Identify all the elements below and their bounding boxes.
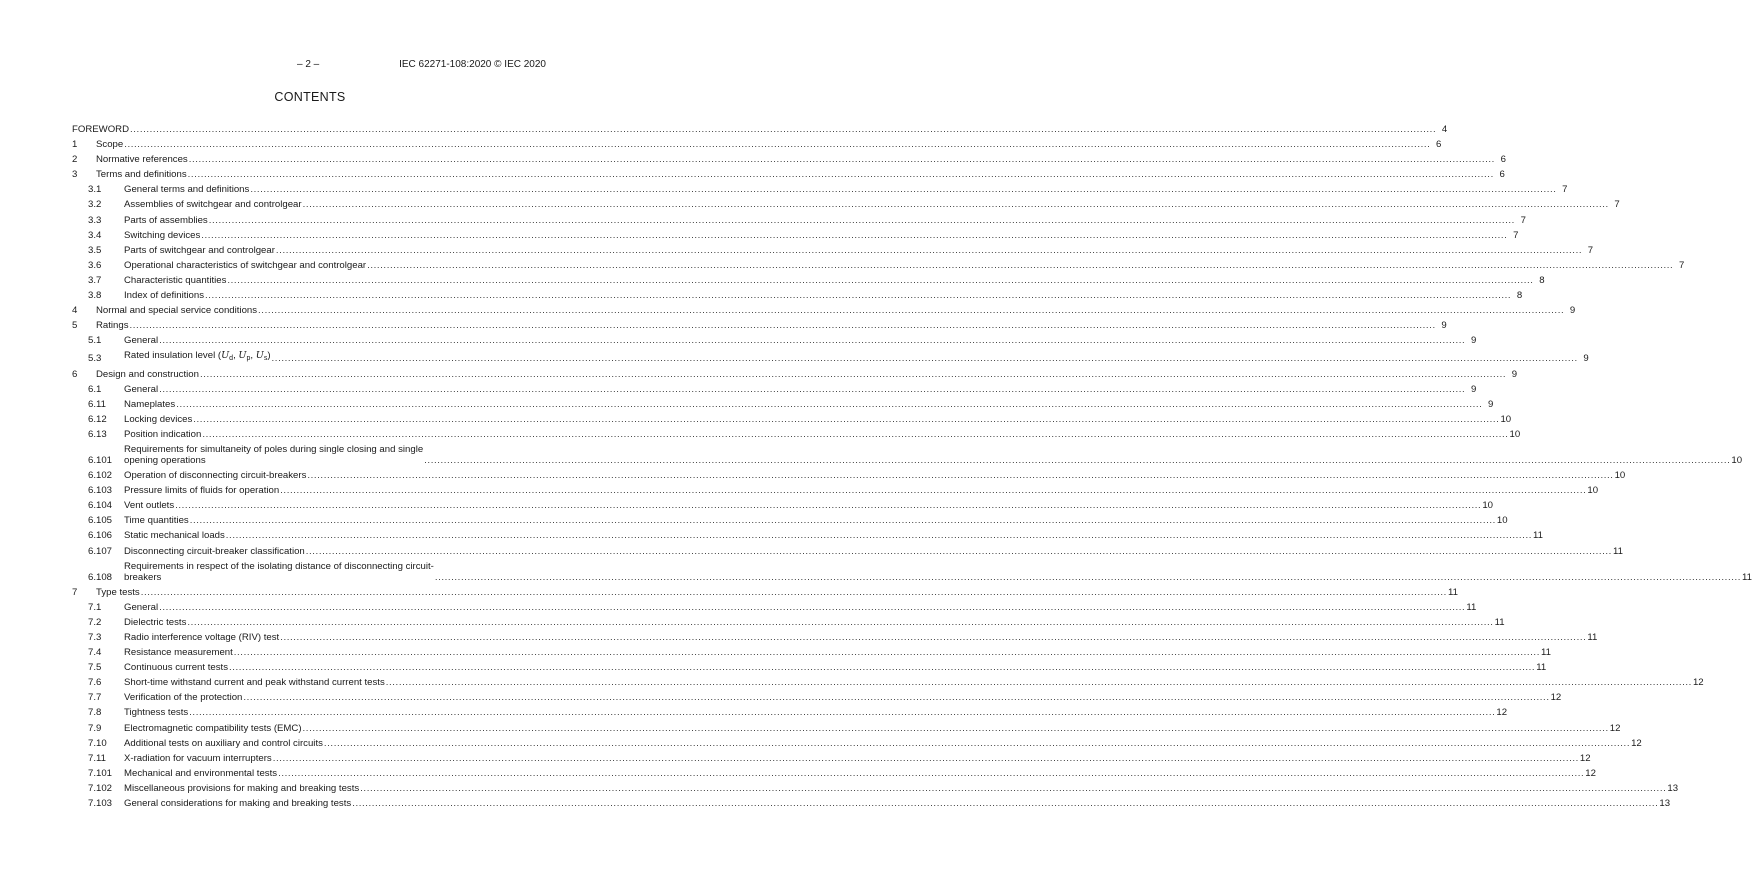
- toc-entry[interactable]: [72, 290, 1523, 302]
- toc-entry-page: 7: [1513, 229, 1519, 241]
- toc-entry-title: Ratings: [96, 320, 129, 332]
- toc-entry-number: 7: [72, 586, 78, 598]
- toc-entry-number: 6.107: [88, 545, 113, 557]
- dot-leader: ................................................................................................................................................................................................................................................................................................................................................................................................................: [227, 274, 1534, 286]
- dot-leader: ................................................................................................................................................................................................................................................................................................................................................................................................................: [258, 305, 1565, 317]
- toc-entry-page: 9: [1488, 398, 1494, 410]
- toc-entry[interactable]: [72, 632, 1598, 643]
- dot-leader: ................................................................................................................................................................................................................................................................................................................................................................................................................: [424, 454, 1731, 466]
- toc-entry-number: 7.11: [88, 752, 106, 764]
- toc-entry-page: 11: [1742, 571, 1752, 583]
- toc-entry-title: Mechanical and environmental tests: [124, 767, 278, 779]
- toc-entry-title: Parts of switchgear and controlgear: [124, 244, 275, 256]
- toc-entry-page: 9: [1470, 383, 1477, 395]
- toc-entry[interactable]: [72, 184, 1568, 196]
- toc-entry-title: Vent outlets: [124, 500, 175, 512]
- toc-entry-page: 7: [1520, 214, 1526, 226]
- toc-entry-page: 9: [1441, 320, 1447, 332]
- dot-leader: ................................................................................................................................................................................................................................................................................................................................................................................................................: [199, 368, 1507, 380]
- toc-entry-title: Requirements in respect of the isolating distance of disconnecting circuit- breakers: [124, 560, 434, 583]
- dot-leader: ................................................................................................................................................................................................................................................................................................................................................................................................................: [202, 428, 1509, 440]
- toc-entry-number: 7.101: [88, 767, 113, 779]
- toc-entry[interactable]: [72, 383, 1477, 395]
- toc-entry-title: Static mechanical loads: [124, 530, 225, 542]
- toc-entry-title: FOREWORD: [72, 124, 130, 135]
- toc-entry-number: 3.2: [88, 199, 102, 211]
- toc-entry[interactable]: [72, 305, 1576, 317]
- toc-entry-number: 3.1: [88, 184, 102, 196]
- toc-entry-page: 11: [1533, 530, 1543, 542]
- toc-entry[interactable]: [72, 413, 1512, 425]
- toc-entry[interactable]: [72, 601, 1477, 613]
- toc-entry-title: Assemblies of switchgear and controlgear: [124, 199, 302, 211]
- toc-entry-number: 6.1: [88, 383, 102, 395]
- dot-leader: ................................................................................................................................................................................................................................................................................................................................................................................................................: [233, 647, 1540, 659]
- toc-entry[interactable]: [72, 259, 1685, 271]
- toc-entry-title: Parts of assemblies: [124, 214, 208, 226]
- toc-entry-title: Characteristic quantities: [124, 274, 227, 286]
- toc-entry-page: 11: [1541, 647, 1551, 659]
- toc-entry[interactable]: [72, 199, 1620, 211]
- toc-entry-page: 11: [1447, 586, 1458, 598]
- toc-entry-page: 11: [1494, 616, 1505, 628]
- toc-entry[interactable]: [72, 707, 1508, 719]
- toc-entry[interactable]: [72, 752, 1591, 764]
- toc-entry[interactable]: [72, 662, 1547, 674]
- toc-entry-title: Terms and definitions: [96, 169, 187, 181]
- toc-entry-number: 5.1: [88, 335, 102, 347]
- toc-entry-title: Operational characteristics of switchgear and controlgear: [124, 259, 367, 271]
- toc-entry-page: 7: [1562, 184, 1568, 196]
- dot-leader: ................................................................................................................................................................................................................................................................................................................................................................................................................: [280, 485, 1587, 497]
- dot-leader: ................................................................................................................................................................................................................................................................................................................................................................................................................: [187, 616, 1494, 628]
- toc-entry-page: 12: [1692, 677, 1704, 689]
- toc-entry-title: Resistance measurement: [124, 647, 233, 659]
- dot-leader: ................................................................................................................................................................................................................................................................................................................................................................................................................: [305, 545, 1612, 557]
- toc-entry-page: 11: [1612, 545, 1623, 557]
- toc-entry-title: Continuous current tests: [124, 662, 228, 674]
- toc-entry-title: Short-time withstand current and peak withstand current tests: [124, 677, 385, 689]
- toc-entry-number: 5.3: [88, 353, 102, 365]
- toc-entry-title: Type tests: [96, 586, 140, 598]
- toc-entry-page: 10: [1731, 454, 1743, 466]
- toc-entry-title: Additional tests on auxiliary and control circuits: [124, 737, 323, 749]
- toc-entry-page: 12: [1496, 707, 1508, 719]
- toc-entry-page: 12: [1609, 722, 1621, 734]
- toc-entry[interactable]: [72, 616, 1505, 628]
- dot-leader: ................................................................................................................................................................................................................................................................................................................................................................................................................: [280, 632, 1587, 643]
- toc-entry-number: 6.106: [88, 530, 113, 542]
- toc-entry-title: General terms and definitions: [124, 184, 250, 196]
- toc-entry-number: 3.6: [88, 259, 102, 271]
- toc-entry-number: 4: [72, 305, 78, 317]
- dot-leader: ................................................................................................................................................................................................................................................................................................................................................................................................................: [323, 737, 1631, 749]
- toc-entry-number: 7.6: [88, 677, 102, 689]
- toc-entry-title: Switching devices: [124, 229, 201, 241]
- dot-leader: ................................................................................................................................................................................................................................................................................................................................................................................................................: [205, 290, 1512, 302]
- dot-leader: ................................................................................................................................................................................................................................................................................................................................................................................................................: [225, 530, 1532, 542]
- toc-entry-title: Position indication: [124, 428, 202, 440]
- toc-entry-number: 6.104: [88, 500, 113, 512]
- toc-entry-number: 2: [72, 154, 78, 166]
- toc-entry[interactable]: [72, 470, 1626, 482]
- dot-leader: ................................................................................................................................................................................................................................................................................................................................................................................................................: [250, 184, 1557, 196]
- toc-entry-page: 6: [1500, 154, 1506, 166]
- toc-entry-page: 13: [1667, 782, 1679, 794]
- toc-entry-number: 6.103: [88, 485, 113, 497]
- toc-entry-number: 7.7: [88, 692, 102, 704]
- toc-entry[interactable]: [72, 485, 1599, 497]
- toc-entry[interactable]: [72, 274, 1545, 286]
- toc-entry-page: 11: [1587, 632, 1598, 643]
- dot-leader: ................................................................................................................................................................................................................................................................................................................................................................................................................: [159, 335, 1466, 347]
- toc-entry-number: 3.7: [88, 274, 102, 286]
- toc-entry-number: 7.2: [88, 616, 102, 628]
- dot-leader: ................................................................................................................................................................................................................................................................................................................................................................................................................: [307, 470, 1614, 482]
- toc-entry-page: 7: [1678, 259, 1685, 271]
- toc-entry-number: 6.12: [88, 413, 107, 425]
- toc-entry[interactable]: [72, 560, 1752, 583]
- toc-entry-title: Locking devices: [124, 413, 193, 425]
- dot-leader: ................................................................................................................................................................................................................................................................................................................................................................................................................: [201, 229, 1508, 241]
- toc-entry-title: Normative references: [96, 154, 188, 166]
- toc-entry-number: 7.3: [88, 632, 102, 643]
- toc-entry-page: 4: [1441, 124, 1448, 135]
- toc-entry-number: 3.3: [88, 214, 102, 226]
- toc-entry[interactable]: [72, 398, 1494, 410]
- toc-entry[interactable]: [72, 350, 1589, 365]
- toc-entry-number: 5: [72, 320, 78, 332]
- contents-title: CONTENTS: [274, 90, 346, 104]
- toc-entry-number: 3: [72, 169, 78, 181]
- toc-entry-title: General: [124, 335, 159, 347]
- toc-entry-number: 6.11: [88, 398, 106, 410]
- toc-entry-number: 1: [72, 139, 78, 151]
- toc-entry-title: Design and construction: [96, 368, 199, 380]
- toc-entry-page: 10: [1482, 500, 1493, 512]
- toc-entry-title: General: [124, 383, 159, 395]
- toc-entry[interactable]: [72, 443, 1743, 466]
- toc-entry-number: 7.5: [88, 662, 102, 674]
- document-reference: IEC 62271-108:2020 © IEC 2020: [399, 59, 546, 70]
- toc-entry-page: 7: [1614, 199, 1620, 211]
- dot-leader: ................................................................................................................................................................................................................................................................................................................................................................................................................: [129, 320, 1436, 332]
- toc-entry-page: 12: [1585, 767, 1596, 779]
- toc-entry[interactable]: [72, 530, 1543, 542]
- dot-leader: ................................................................................................................................................................................................................................................................................................................................................................................................................: [188, 154, 1495, 166]
- dot-leader: ................................................................................................................................................................................................................................................................................................................................................................................................................: [159, 601, 1466, 613]
- toc-entry-number: 3.8: [88, 290, 102, 302]
- toc-entry[interactable]: [72, 320, 1447, 332]
- toc-entry-number: 3.5: [88, 244, 102, 256]
- dot-leader: ................................................................................................................................................................................................................................................................................................................................................................................................................: [243, 692, 1550, 704]
- toc-entry[interactable]: [72, 335, 1477, 347]
- toc-entry-title: Scope: [96, 139, 124, 151]
- toc-entry-number: 6.108: [88, 571, 113, 583]
- toc-entry-title: Requirements for simultaneity of poles during single closing and single opening operations: [124, 443, 424, 466]
- toc-entry-page: 10: [1587, 485, 1599, 497]
- toc-entry[interactable]: [72, 500, 1493, 512]
- toc-entry-number: 7.1: [88, 601, 102, 613]
- dot-leader: ................................................................................................................................................................................................................................................................................................................................................................................................................: [367, 259, 1674, 271]
- toc-entry-title: Verification of the protection: [124, 692, 243, 704]
- toc-entry[interactable]: [72, 154, 1506, 166]
- toc-entry-page: 6: [1499, 169, 1505, 181]
- dot-leader: ................................................................................................................................................................................................................................................................................................................................................................................................................: [140, 586, 1447, 598]
- toc-entry[interactable]: [72, 229, 1519, 241]
- toc-entry-number: 6.101: [88, 454, 113, 466]
- toc-entry-title: Tightness tests: [124, 707, 189, 719]
- toc-entry[interactable]: [72, 244, 1594, 256]
- toc-entry-number: 7.102: [88, 782, 113, 794]
- toc-entry-page: 7: [1587, 244, 1594, 256]
- toc-entry-number: 7.9: [88, 722, 102, 734]
- dot-leader: ................................................................................................................................................................................................................................................................................................................................................................................................................: [130, 124, 1437, 135]
- toc-entry[interactable]: [72, 692, 1562, 704]
- dot-leader: ................................................................................................................................................................................................................................................................................................................................................................................................................: [176, 398, 1483, 410]
- dot-leader: ................................................................................................................................................................................................................................................................................................................................................................................................................: [189, 707, 1496, 719]
- table-of-contents: [72, 124, 1752, 813]
- toc-entry-title: Operation of disconnecting circuit-breakers: [124, 470, 307, 482]
- toc-entry[interactable]: [72, 586, 1458, 598]
- toc-entry[interactable]: [72, 169, 1505, 181]
- toc-entry-number: 7.8: [88, 707, 102, 719]
- dot-leader: ................................................................................................................................................................................................................................................................................................................................................................................................................: [208, 214, 1515, 226]
- toc-entry-title: Rated insulation level ($U_d$, $U_p$, $U_s$): [124, 350, 271, 363]
- toc-entry[interactable]: [72, 737, 1642, 749]
- toc-entry-number: 7.10: [88, 737, 107, 749]
- toc-entry[interactable]: [72, 124, 1448, 135]
- toc-entry-number: 6: [72, 368, 78, 380]
- toc-entry[interactable]: [72, 798, 1671, 810]
- toc-entry[interactable]: [72, 647, 1551, 659]
- dot-leader: ................................................................................................................................................................................................................................................................................................................................................................................................................: [385, 677, 1692, 689]
- toc-entry-page: 9: [1583, 353, 1589, 365]
- toc-entry-page: 10: [1509, 428, 1521, 440]
- toc-entry-page: 11: [1536, 662, 1547, 674]
- dot-leader: ................................................................................................................................................................................................................................................................................................................................................................................................................: [352, 798, 1659, 810]
- toc-entry-title: Nameplates: [124, 398, 176, 410]
- dot-leader: ................................................................................................................................................................................................................................................................................................................................................................................................................: [434, 571, 1742, 583]
- toc-entry-title: Time quantities: [124, 515, 189, 527]
- toc-entry-title: General considerations for making and breaking tests: [124, 798, 352, 810]
- toc-entry[interactable]: [72, 782, 1679, 794]
- toc-entry[interactable]: [72, 545, 1623, 557]
- toc-entry[interactable]: [72, 767, 1596, 779]
- dot-leader: ................................................................................................................................................................................................................................................................................................................................................................................................................: [187, 169, 1494, 181]
- toc-entry-number: 6.13: [88, 428, 107, 440]
- toc-entry-number: 6.105: [88, 515, 113, 527]
- dot-leader: ................................................................................................................................................................................................................................................................................................................................................................................................................: [271, 353, 1578, 365]
- page-number: – 2 –: [297, 59, 320, 70]
- toc-entry[interactable]: [72, 677, 1704, 689]
- toc-entry[interactable]: [72, 722, 1621, 734]
- toc-entry-page: 10: [1496, 515, 1508, 527]
- toc-entry-number: 7.103: [88, 798, 113, 810]
- dot-leader: ................................................................................................................................................................................................................................................................................................................................................................................................................: [193, 413, 1500, 425]
- toc-entry-page: 6: [1436, 139, 1442, 151]
- toc-entry-number: 3.4: [88, 229, 102, 241]
- dot-leader: ................................................................................................................................................................................................................................................................................................................................................................................................................: [159, 383, 1466, 395]
- toc-entry-title: X-radiation for vacuum interrupters: [124, 752, 272, 764]
- toc-entry-title: Electromagnetic compatibility tests (EMC): [124, 722, 302, 734]
- dot-leader: ................................................................................................................................................................................................................................................................................................................................................................................................................: [275, 244, 1583, 256]
- toc-entry-page: 9: [1470, 335, 1477, 347]
- toc-entry-number: 6.102: [88, 470, 113, 482]
- dot-leader: ................................................................................................................................................................................................................................................................................................................................................................................................................: [175, 500, 1482, 512]
- toc-entry-page: 9: [1511, 368, 1518, 380]
- dot-leader: ................................................................................................................................................................................................................................................................................................................................................................................................................: [272, 752, 1579, 764]
- toc-entry-page: 12: [1579, 752, 1591, 764]
- toc-entry-title: Index of definitions: [124, 290, 205, 302]
- toc-entry-title: Radio interference voltage (RIV) test: [124, 632, 280, 643]
- dot-leader: ................................................................................................................................................................................................................................................................................................................................................................................................................: [124, 139, 1431, 151]
- dot-leader: ................................................................................................................................................................................................................................................................................................................................................................................................................: [278, 767, 1585, 779]
- toc-entry-page: 12: [1550, 692, 1562, 704]
- dot-leader: ................................................................................................................................................................................................................................................................................................................................................................................................................: [189, 515, 1496, 527]
- dot-leader: ................................................................................................................................................................................................................................................................................................................................................................................................................: [302, 722, 1609, 734]
- toc-entry-page: 10: [1500, 413, 1512, 425]
- toc-entry-page: 9: [1569, 305, 1576, 317]
- toc-entry[interactable]: [72, 214, 1526, 226]
- toc-entry[interactable]: [72, 428, 1521, 440]
- toc-entry-page: 8: [1539, 274, 1545, 286]
- toc-entry-page: 10: [1614, 470, 1626, 482]
- toc-entry[interactable]: [72, 515, 1508, 527]
- toc-entry-title: Miscellaneous provisions for making and breaking tests: [124, 782, 360, 794]
- toc-entry-title: Normal and special service conditions: [96, 305, 258, 317]
- dot-leader: ................................................................................................................................................................................................................................................................................................................................................................................................................: [229, 662, 1536, 674]
- toc-entry-page: 13: [1659, 798, 1671, 810]
- toc-entry[interactable]: [72, 139, 1442, 151]
- toc-entry-title: General: [124, 601, 159, 613]
- toc-entry-page: 12: [1631, 737, 1642, 749]
- toc-entry-page: 8: [1516, 290, 1523, 302]
- toc-entry[interactable]: [72, 368, 1518, 380]
- toc-entry-page: 11: [1466, 601, 1477, 613]
- dot-leader: ................................................................................................................................................................................................................................................................................................................................................................................................................: [302, 199, 1609, 211]
- toc-entry-title: Dielectric tests: [124, 616, 187, 628]
- dot-leader: ................................................................................................................................................................................................................................................................................................................................................................................................................: [360, 782, 1667, 794]
- toc-entry-title: Disconnecting circuit-breaker classification: [124, 545, 305, 557]
- toc-entry-number: 7.4: [88, 647, 102, 659]
- toc-entry-title: Pressure limits of fluids for operation: [124, 485, 280, 497]
